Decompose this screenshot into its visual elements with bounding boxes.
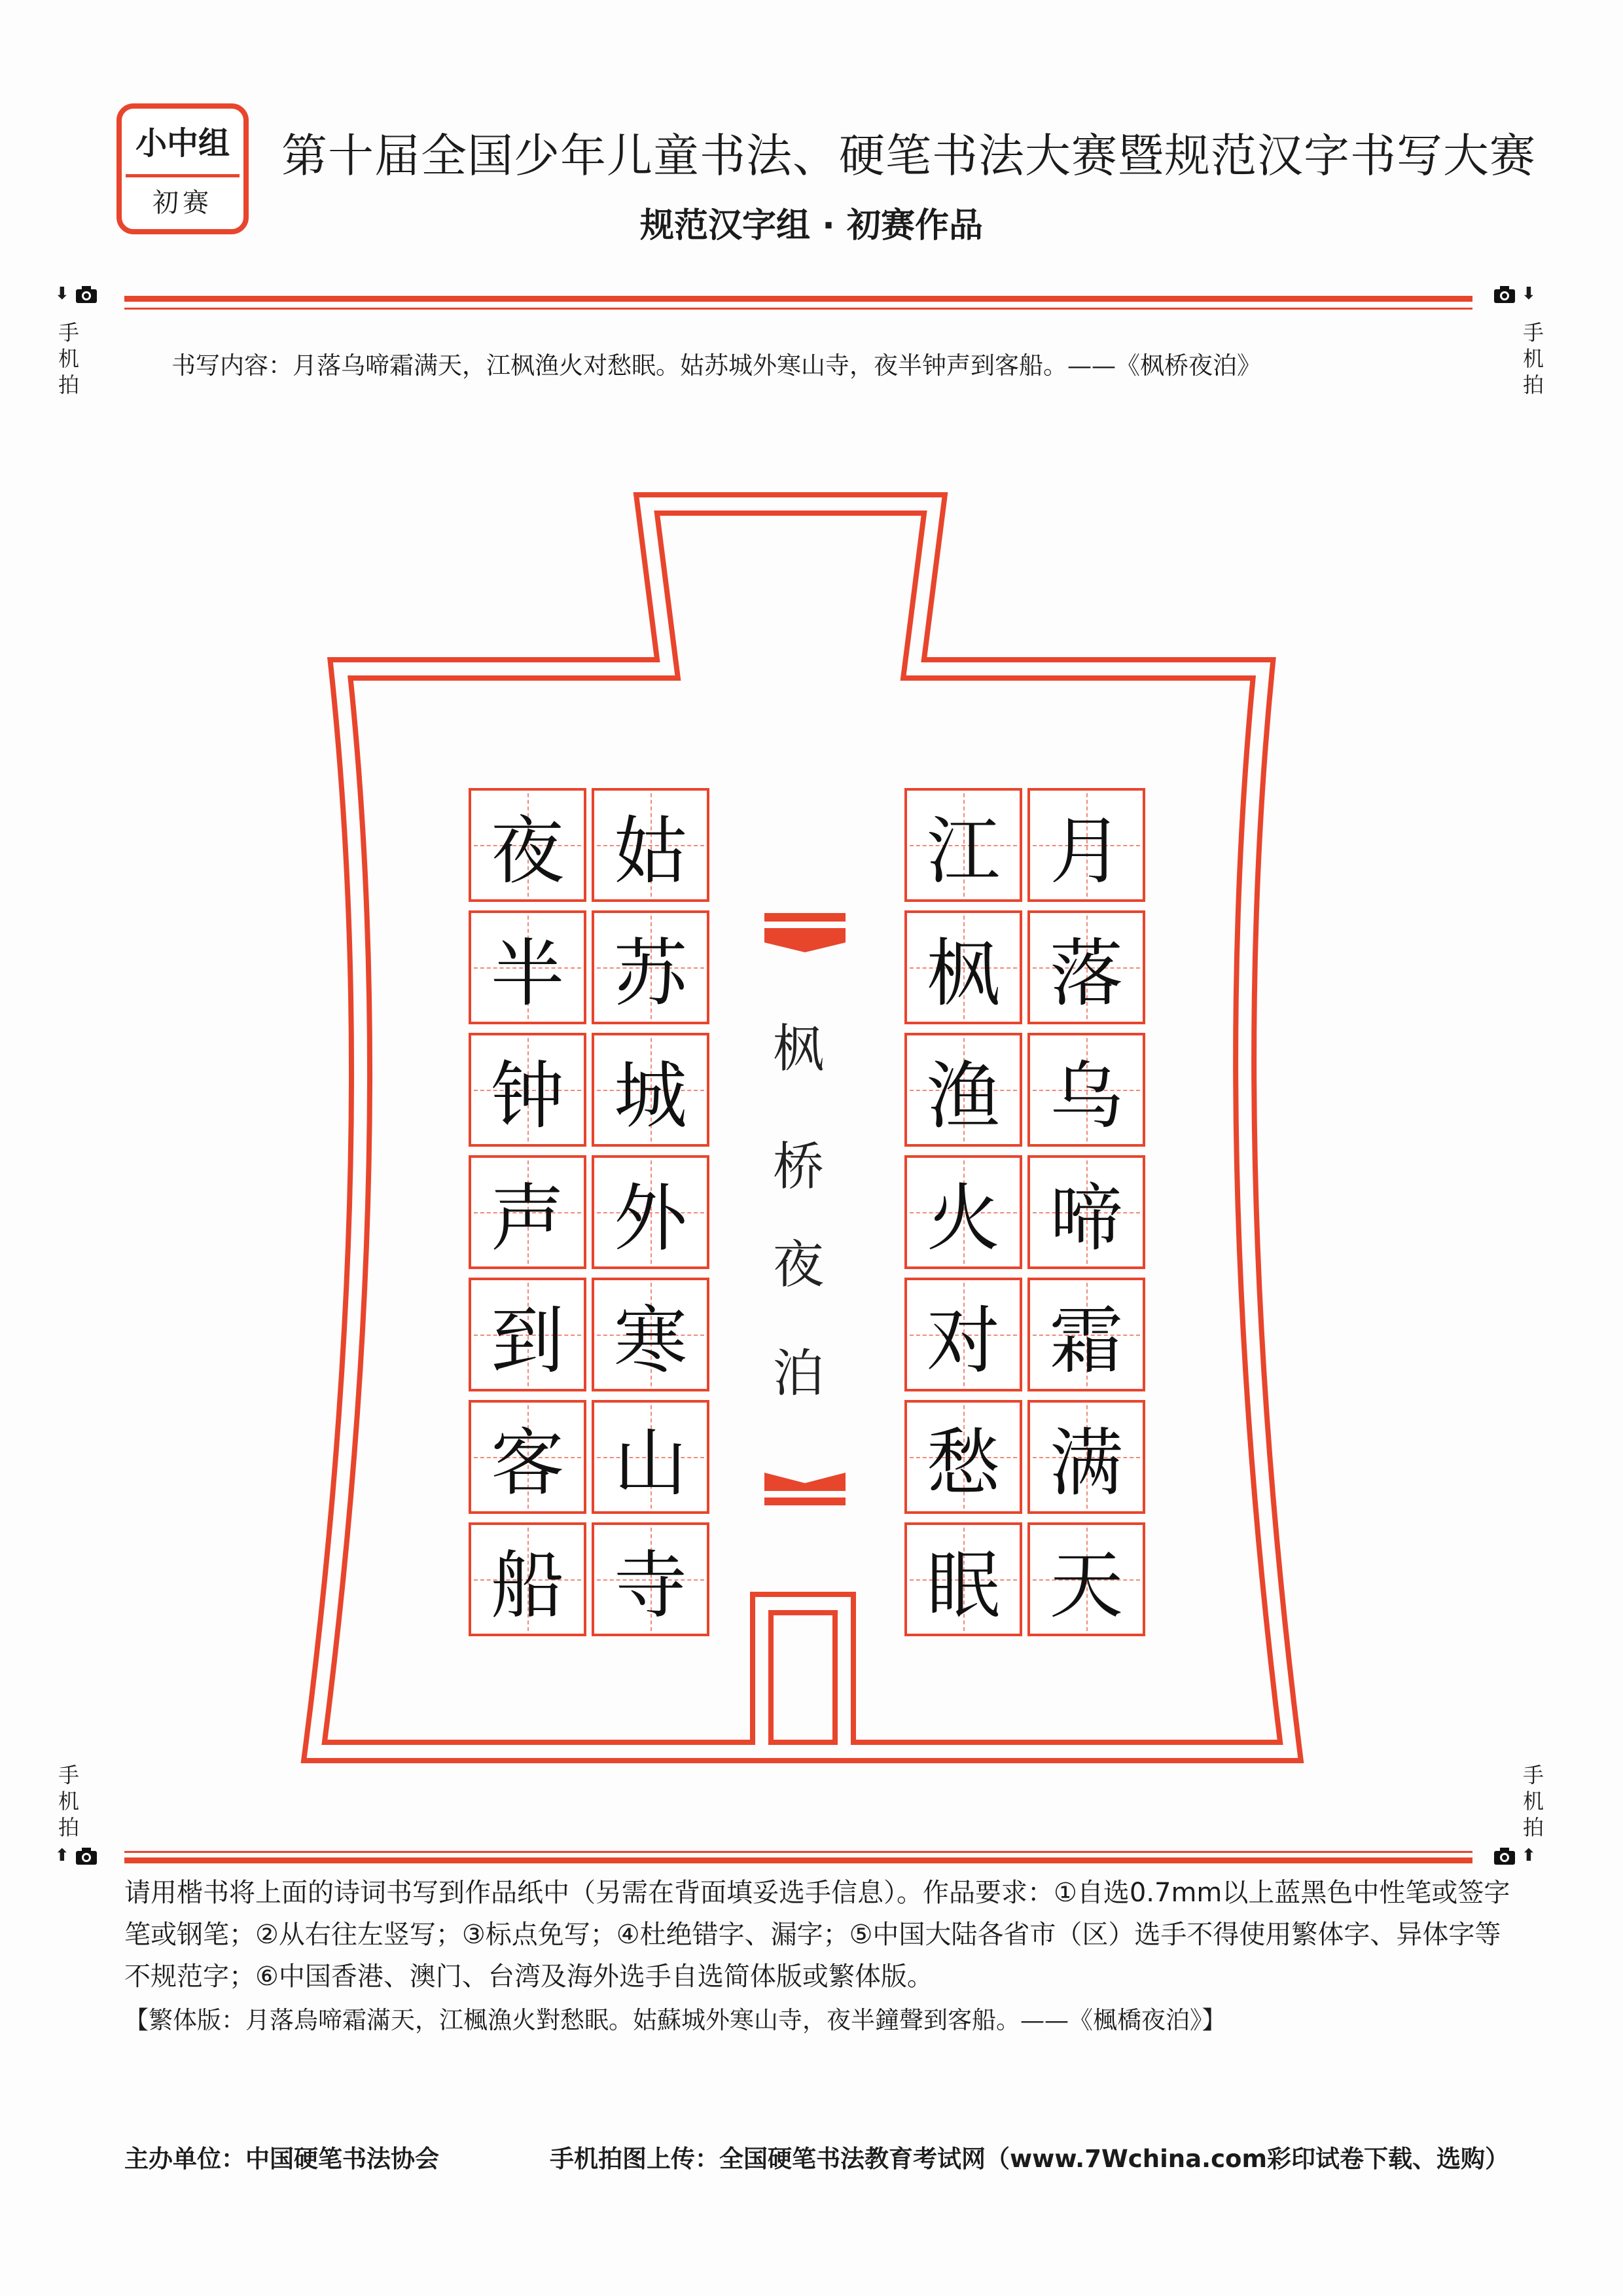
footer-organizer: 主办单位：中国硬笔书法协会 [124, 2145, 439, 2173]
marker-char: 机 [58, 1789, 79, 1814]
grid-cell [592, 1278, 709, 1391]
marker-char: 拍 [1522, 1815, 1544, 1840]
grid-cell [469, 910, 586, 1024]
grid-cell [904, 1033, 1022, 1147]
poem-char: 枫 [927, 931, 1000, 1016]
grid-cell [1027, 1400, 1145, 1514]
grid-cell [592, 910, 709, 1024]
poem-char: 声 [491, 1175, 564, 1261]
grid-cell [904, 1400, 1022, 1514]
traditional-version: 【繁体版：月落烏啼霜滿天，江楓漁火對愁眠。姑蘇城外寒山寺，夜半鐘聲到客船。——《楓橋夜泊》】 [124, 2006, 1226, 2034]
grid-cell [469, 1155, 586, 1269]
arrow-up-icon: ⬆ [55, 1846, 69, 1865]
arrow-up-icon: ⬆ [1522, 1846, 1536, 1865]
poem-title-char: 夜 [772, 1236, 824, 1295]
poem-title-char: 桥 [772, 1138, 824, 1196]
poem-char: 客 [491, 1420, 564, 1506]
badge-group-label: 小中组 [135, 125, 230, 162]
phone-shoot-label-bottom-left [52, 1762, 85, 1840]
marker-char: 手 [58, 1763, 79, 1787]
poem-char: 钟 [491, 1053, 564, 1139]
writing-content: 书写内容：月落乌啼霜满天，江枫渔火对愁眠。姑苏城外寒山寺，夜半钟声到客船。——《枫桥夜泊》 [171, 351, 1261, 380]
grid-cell [1027, 1278, 1145, 1391]
poem-char: 满 [1050, 1420, 1123, 1506]
footer-upload: 手机拍图上传：全国硬笔书法教育考试网（www.7Wchina.com彩印试卷下载、选购） [550, 2145, 1510, 2173]
grid-cell [592, 1033, 709, 1147]
poem-char: 江 [927, 808, 1000, 894]
poem-char: 眠 [927, 1543, 1000, 1628]
poem-char: 月 [1050, 808, 1123, 894]
grid-cell [469, 1400, 586, 1514]
poem-char: 渔 [927, 1053, 1000, 1139]
poem-char: 寺 [614, 1543, 687, 1628]
marker-char: 拍 [58, 1815, 79, 1840]
grid-cell [469, 1522, 586, 1636]
grid-cell [1027, 1033, 1145, 1147]
poem-char: 霜 [1050, 1298, 1123, 1384]
poem-title-char: 枫 [772, 1020, 824, 1079]
grid-cell [1027, 788, 1145, 902]
badge-stage-label: 初赛 [152, 188, 213, 218]
grid-cell [469, 788, 586, 902]
grid-cell [1027, 1155, 1145, 1269]
grid-cell [904, 1155, 1022, 1269]
marker-char: 手 [1522, 1763, 1544, 1787]
page-title: 第十届全国少年儿童书法、硬笔书法大赛暨规范汉字书写大赛 [281, 129, 1536, 183]
grid-cell [904, 788, 1022, 902]
arrow-down-icon: ⬇ [55, 284, 69, 304]
bottom-rule-thin [124, 1851, 1472, 1853]
marker-char: 手 [58, 320, 79, 345]
bottom-rule-thick [124, 1857, 1472, 1863]
page-subtitle: 规范汉字组 · 初赛作品 [640, 206, 983, 245]
poem-char: 啼 [1050, 1175, 1123, 1261]
poem-title-char: 泊 [772, 1344, 824, 1403]
grid-cell [1027, 910, 1145, 1024]
poem-char: 寒 [614, 1298, 687, 1384]
poem-char: 火 [927, 1175, 1000, 1261]
poem-char: 对 [927, 1298, 1000, 1384]
grid-cell [592, 788, 709, 902]
poem-char: 船 [491, 1543, 564, 1628]
grid-cell [904, 1278, 1022, 1391]
arrow-down-icon: ⬇ [1522, 284, 1536, 304]
camera-icon [1493, 1847, 1516, 1865]
poem-char: 苏 [614, 931, 687, 1016]
grid-cell [469, 1278, 586, 1391]
grid-cell [592, 1400, 709, 1514]
marker-char: 拍 [1522, 372, 1544, 397]
poem-char: 天 [1050, 1543, 1123, 1628]
grid-cell [592, 1155, 709, 1269]
grid-cell [904, 910, 1022, 1024]
poem-char: 城 [614, 1053, 687, 1139]
poem-char: 乌 [1050, 1053, 1123, 1139]
poem-char: 夜 [491, 808, 564, 894]
marker-char: 手 [1522, 320, 1544, 345]
grid-cell [1027, 1522, 1145, 1636]
marker-char: 机 [58, 346, 79, 371]
camera-icon [75, 1847, 98, 1865]
writing-requirements: 请用楷书将上面的诗词书写到作品纸中（另需在背面填妥选手信息）。作品要求：①自选0.7mm以上蓝黑色中性笔或签字笔或钢笔；②从右往左竖写；③标点免写；④杜绝错字、漏字；⑤中国大陆各省市（区）选手不得使用繁体字、异体字等不规范字；⑥中国香港、澳门、台湾及海外选手自选简体版或繁体版。 [124, 1878, 1510, 1992]
poem-char: 落 [1050, 931, 1123, 1016]
marker-bottom-left [55, 1846, 98, 1865]
grid-cell [592, 1522, 709, 1636]
marker-char: 机 [1522, 346, 1544, 371]
grid-cell [469, 1033, 586, 1147]
poem-char: 愁 [927, 1420, 1000, 1506]
poem-char: 山 [614, 1420, 687, 1506]
marker-bottom-right [1493, 1846, 1536, 1865]
poem-char: 姑 [614, 808, 687, 894]
marker-char: 机 [1522, 1789, 1544, 1814]
phone-shoot-label-bottom-right [1517, 1762, 1550, 1840]
poem-char: 半 [491, 931, 564, 1016]
grid-cell [904, 1522, 1022, 1636]
poem-char: 到 [491, 1298, 564, 1384]
poem-char: 外 [614, 1175, 687, 1261]
marker-char: 拍 [58, 372, 79, 397]
